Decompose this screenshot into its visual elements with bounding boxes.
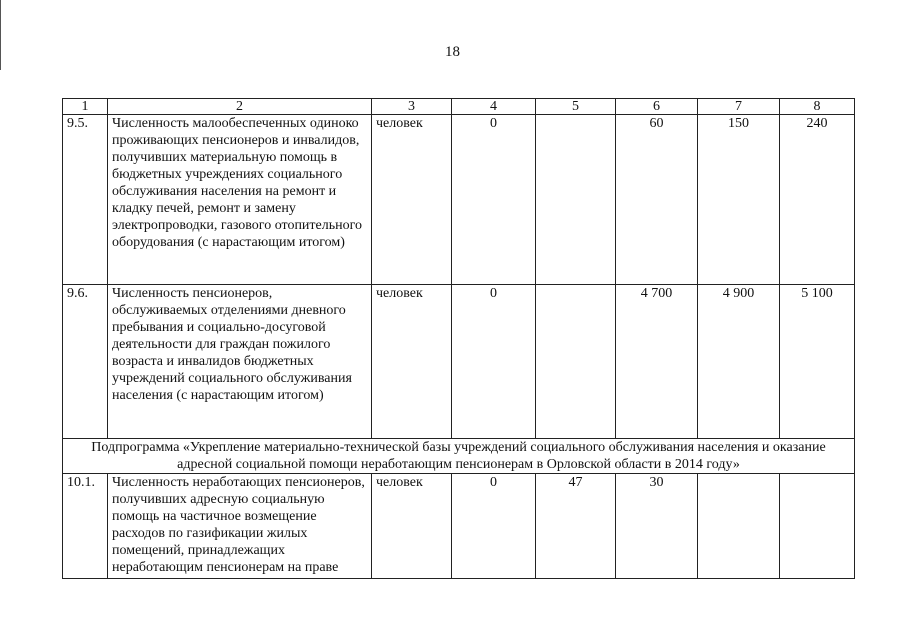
table-row [63,115,855,285]
value-cell: 4 900 [698,285,780,439]
row-number: 9.6. [63,285,108,439]
page-number: 18 [445,44,460,60]
indicator-name: Численность малообеспеченных одиноко проживающих пенсионеров и инвалидов, получивших материальную помощь в бюджетных учреждениях социального обслуживания населения на ремонт и кладку печей, ремонт и замену электропроводки, газового отопительного оборудования (с нарастающим итогом) [108,115,372,285]
table-row [63,474,855,579]
unit-cell: человек [372,474,452,579]
indicator-name: Численность пенсионеров, обслуживаемых отделениями дневного пребывания и социально-досуговой деятельности для граждан пожилого возраста и инвалидов бюджетных учреждений социального обслуживания населения (с нарастающим итогом) [108,285,372,439]
column-numbers-row [63,99,855,115]
value-cell [698,474,780,579]
value-cell: 0 [452,115,536,285]
subprogram-heading: Подпрограмма «Укрепление материально-технической базы учреждений социального обслуживания населения и оказание адресной социальной помощи неработающим пенсионерам в Орловской области в 2014 году» [63,439,855,474]
column-number: 8 [780,99,855,115]
table-row [63,285,855,439]
unit-cell: человек [372,285,452,439]
value-cell: 4 700 [616,285,698,439]
value-cell: 150 [698,115,780,285]
value-cell [536,115,616,285]
column-number: 6 [616,99,698,115]
value-cell: 30 [616,474,698,579]
value-cell: 240 [780,115,855,285]
value-cell [780,474,855,579]
row-number: 10.1. [63,474,108,579]
column-number: 4 [452,99,536,115]
indicator-name: Численность неработающих пенсионеров, получивших адресную социальную помощь на частичное возмещение расходов по газификации жилых помещений, принадлежащих неработающим пенсионерам на праве [108,474,372,579]
subprogram-row [63,439,855,474]
unit-cell: человек [372,115,452,285]
column-number: 2 [108,99,372,115]
column-number: 5 [536,99,616,115]
value-cell: 5 100 [780,285,855,439]
value-cell: 0 [452,474,536,579]
column-number: 3 [372,99,452,115]
column-number: 7 [698,99,780,115]
indicators-table [62,98,855,579]
column-number: 1 [63,99,108,115]
value-cell: 47 [536,474,616,579]
value-cell: 0 [452,285,536,439]
value-cell [536,285,616,439]
value-cell: 60 [616,115,698,285]
row-number: 9.5. [63,115,108,285]
